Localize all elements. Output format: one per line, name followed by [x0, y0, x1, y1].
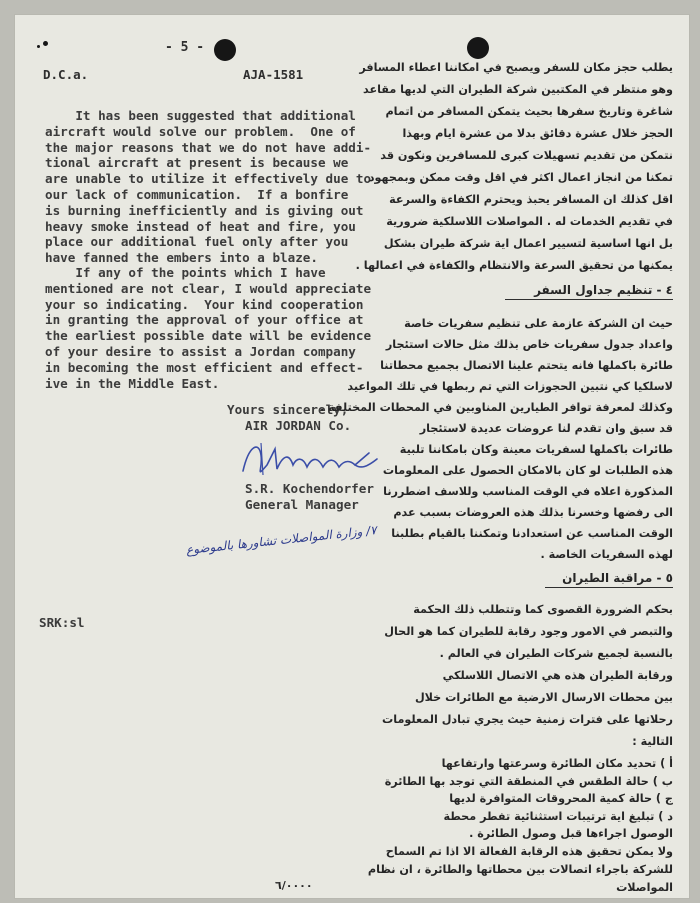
english-line: the earliest possible date will be evidence: [45, 328, 372, 344]
english-line: mentioned are not clear, I would appreciate: [45, 280, 372, 296]
arabic-line: هذه الطلبات لو كان بالامكان الحصول على المعلومات: [382, 464, 673, 477]
section-heading-5: ٥ - مراقبة الطيران: [545, 571, 673, 588]
arabic-line: طائرة باكملها فانه يتحتم علينا الاتصال بجميع محطاتنا: [380, 359, 673, 372]
handwritten-note: ٧/ وزارة المواصلات تشاورها بالموضوع: [185, 523, 378, 557]
arabic-list-item: الوصول اجراءها قبل وصول الطائرة .: [469, 827, 673, 840]
arabic-line: والتبصر في الامور وجود رقابة للطيران كما هو الحال: [384, 625, 673, 638]
english-line: our lack of communication. If a bonfire: [45, 186, 349, 202]
english-line: are unable to utilize it effectively due to: [45, 171, 372, 187]
arabic-line: رحلاتها على فترات زمنية حيث يجري تبادل المعلومات: [382, 713, 673, 726]
arabic-block-4: [361, 843, 673, 897]
arabic-line: التالية :: [632, 735, 673, 748]
english-line: have fanned the embers into a blaze.: [45, 250, 318, 266]
arabic-line: في تقديم الخدمات له . المواصلات اللاسلكية ضرورية: [386, 215, 673, 228]
signer-name: S.R. Kochendorfer: [245, 481, 374, 496]
arabic-line: تمكنا من انجاز اعمال اكثر في اقل وقت ممكن وبمجهود: [368, 171, 673, 184]
arabic-line: واعداد جدول سفريات خاص بذلك مثل حالات استئجار: [385, 338, 673, 351]
reference-left: D.C.a.: [43, 67, 89, 82]
punch-hole-right: [467, 37, 489, 59]
arabic-line: ولا يمكن تحقيق هذه الرقابة الفعالة الا اذا تم السماح: [385, 845, 673, 858]
arabic-line: الى رفضها وخسرنا بذلك هذه العروضات بسبب عدم: [393, 506, 673, 519]
arabic-line: لهذه السفريات الخاصة .: [540, 548, 673, 561]
ink-speck: [37, 45, 40, 48]
english-line: of your desire to assist a Jordan company: [45, 343, 356, 359]
arabic-line: بين محطات الارسال الارضية مع الطائرات خلال: [414, 691, 673, 704]
english-line: place our additional fuel only after you: [45, 234, 349, 250]
arabic-line: وكذلك لمعرفة توافر الطيارين المناوبين في المحطات المختلفة .: [319, 401, 673, 414]
section-heading-4: ٤ - تنظيم جداول السفر: [505, 283, 673, 300]
arabic-line: اقل كذلك ان المسافر يحبذ ويحترم الكفاءة والسرعة: [389, 193, 673, 206]
punch-hole-left: [214, 39, 236, 61]
arabic-line: نتمكن من تقديم تسهيلات كبرى للمسافرين ونكون قد: [380, 149, 673, 162]
english-line: is burning inefficiently and is giving out: [45, 202, 364, 218]
arabic-line: المواصلات: [616, 881, 673, 894]
english-line: in granting the approval of your office at: [45, 312, 364, 328]
arabic-line: وهو منتظر في المكتبين شركة الطيران التي لديها مقاعد: [362, 83, 673, 96]
english-line: ive in the Middle East.: [45, 375, 220, 391]
typist-initials: SRK:sl: [39, 615, 85, 630]
english-line: It has been suggested that additional: [45, 108, 356, 123]
page-number: - 5 -: [165, 40, 205, 55]
english-line: the major reasons that we do not have addi-: [45, 139, 372, 155]
arabic-line: شاغرة وتاريخ سفرها بحيث يتمكن المسافر من اتمام: [385, 105, 673, 118]
arabic-line: ورقابة الطيران هذه هي الاتصال اللاسلكي: [442, 669, 673, 682]
reference-right: AJA-1581: [243, 67, 304, 82]
arabic-line: للشركة باجراء اتصالات بين محطاتها والطائرة ، ان نظام: [367, 863, 673, 876]
arabic-list-item: ب ) حالة الطقس في المنطقة التي توجد بها الطائرة: [384, 774, 673, 788]
arabic-line: الوقت المناسب عن استعدادنا وتمكننا بالقيام بطلبنا: [391, 527, 673, 540]
arabic-line: المذكورة اعلاه في الوقت المناسب وللاسف اضطررنا: [383, 485, 673, 498]
ink-speck: [43, 41, 48, 46]
arabic-line: قد سبق وان تقدم لنا عروضات عديدة لاستئجار: [419, 422, 673, 435]
english-line: tional aircraft at present is because we: [45, 155, 349, 171]
footer-number: ٦/٠٠٠٠: [275, 879, 313, 892]
english-line: your so indicating. Your kind cooperation: [45, 296, 364, 312]
signer-title: General Manager: [245, 497, 359, 512]
arabic-line: يمكنها من تحقيق السرعة والانتظام والكفاءة في اعمالها .: [355, 259, 673, 272]
arabic-list-item: د ) تبليغ اية ترتيبات استثنائية تفطر محطة: [443, 809, 673, 823]
arabic-block-1: [355, 57, 673, 277]
english-paragraph-2: [45, 265, 371, 391]
arabic-list-item: أ ) تحديد مكان الطائرة وسرعتها وارتفاعها: [441, 757, 673, 770]
arabic-list: [361, 755, 673, 843]
english-line: aircraft would solve our problem. One of: [45, 123, 356, 139]
arabic-line: الحجز خلال عشرة دقائق بدلا من عشرة ايام وبهذا: [402, 127, 673, 140]
arabic-line: لاسلكيا كي نتبين الحجوزات التي تم ربطها في تلك المواعيد: [347, 380, 673, 393]
arabic-line: حيث ان الشركة عازمة على تنظيم سفريات خاصة: [404, 317, 673, 330]
english-line: heavy smoke instead of heat and fire, you: [45, 218, 356, 234]
english-paragraph-1: [45, 108, 371, 266]
arabic-block-2: [319, 313, 673, 565]
company-name: AIR JORDAN Co.: [245, 418, 352, 433]
english-line: in becoming the most efficient and effect-: [45, 359, 364, 375]
arabic-block-3: [361, 599, 673, 753]
arabic-line: بل انها اساسية لتسيير اعمال اية شركة طيران بشكل: [383, 237, 673, 250]
arabic-line: بحكم الضرورة القصوى كما وتتطلب ذلك الحكمة: [413, 603, 673, 616]
closing: Yours sincerely,: [227, 402, 349, 417]
arabic-list-item: ج ) حالة كمية المحروقات المتوافرة لديها: [449, 792, 673, 805]
document-page: [14, 14, 690, 899]
arabic-line: بالنسبة لجميع شركات الطيران في العالم .: [439, 647, 673, 660]
english-line: If any of the points which I have: [45, 265, 326, 280]
arabic-line: طائرات باكملها لسفريات معينة وكان بامكاننا تلبية: [399, 443, 673, 456]
arabic-line: يطلب حجز مكان للسفر ويصبح في امكاننا اعطاء المسافر: [359, 61, 673, 74]
